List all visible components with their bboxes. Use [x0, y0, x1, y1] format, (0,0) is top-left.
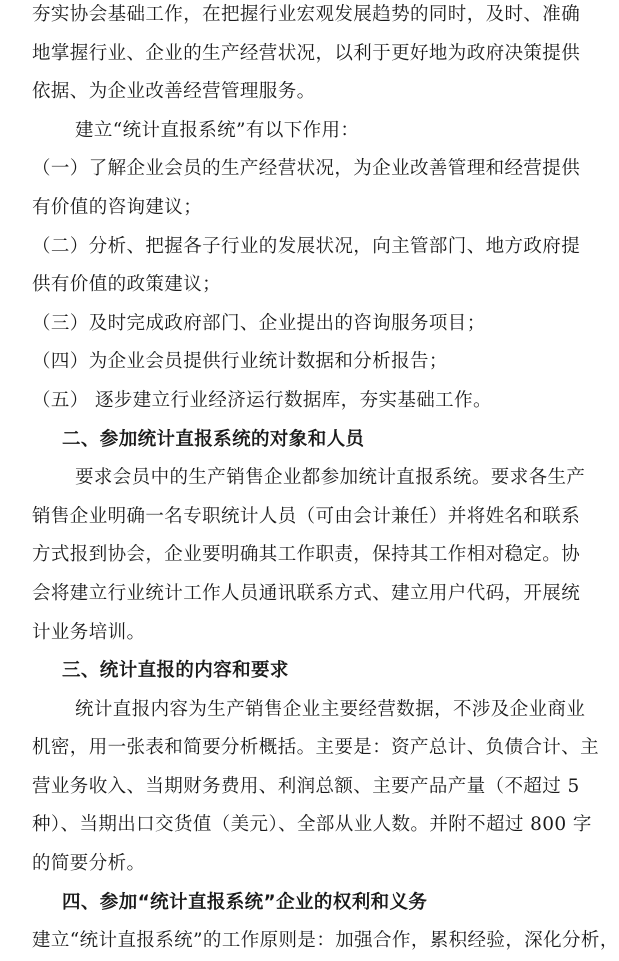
paragraph-line: 统计直报内容为生产销售企业主要经营数据，不涉及企业商业	[75, 698, 586, 720]
paragraph-line: 建立“统计直报系统”的工作原则是：加强合作，累积经验，深化分析，	[32, 930, 619, 952]
list-item: （四）为企业会员提供行业统计数据和分析报告；	[32, 351, 448, 373]
paragraph-line: 建立“统计直报系统”有以下作用：	[75, 119, 360, 141]
list-item: （一）了解企业会员的生产经营状况，为企业改善管理和经营提供	[32, 158, 581, 180]
paragraph-line: 地掌握行业、企业的生产经营状况，以利于更好地为政府决策提供	[32, 42, 581, 64]
paragraph-line: 有价值的咨询建议；	[32, 196, 203, 218]
section-heading: 四、参加“统计直报系统”企业的权利和义务	[62, 891, 428, 913]
paragraph-line: 销售企业明确一名专职统计人员（可由会计兼任）并将姓名和联系	[32, 505, 581, 527]
paragraph-line: 方式报到协会，企业要明确其工作职责，保持其工作相对稳定。协	[32, 544, 581, 566]
paragraph-line: 供有价值的政策建议；	[32, 274, 222, 296]
paragraph-line: 依据、为企业改善经营管理服务。	[32, 81, 316, 103]
section-heading: 三、统计直报的内容和要求	[62, 660, 289, 682]
section-heading: 二、参加统计直报系统的对象和人员	[62, 428, 365, 450]
paragraph-line: 种）、当期出口交货值（美元）、全部从业人数。并附不超过 800 字	[32, 814, 592, 836]
paragraph-line: 计业务培训。	[32, 621, 146, 643]
paragraph-line: 夯实协会基础工作，在把握行业宏观发展趋势的同时，及时、准确	[32, 4, 581, 25]
paragraph-line: 会将建立行业统计工作人员通讯联系方式、建立用户代码，开展统	[32, 582, 581, 604]
list-item: （五） 逐步建立行业经济运行数据库，夯实基础工作。	[32, 389, 492, 411]
list-item: （三）及时完成政府部门、企业提出的咨询服务项目；	[32, 312, 486, 334]
paragraph-line: 营业务收入、当期财务费用、利润总额、主要产品产量（不超过 5	[32, 775, 580, 797]
paragraph-line: 要求会员中的生产销售企业都参加统计直报系统。要求各生产	[75, 467, 586, 489]
list-item: （二）分析、把握各子行业的发展状况，向主管部门、地方政府提	[32, 235, 581, 257]
paragraph-line: 的简要分析。	[32, 853, 146, 875]
paragraph-line: 机密，用一张表和简要分析概括。主要是：资产总计、负债合计、主	[32, 737, 600, 759]
